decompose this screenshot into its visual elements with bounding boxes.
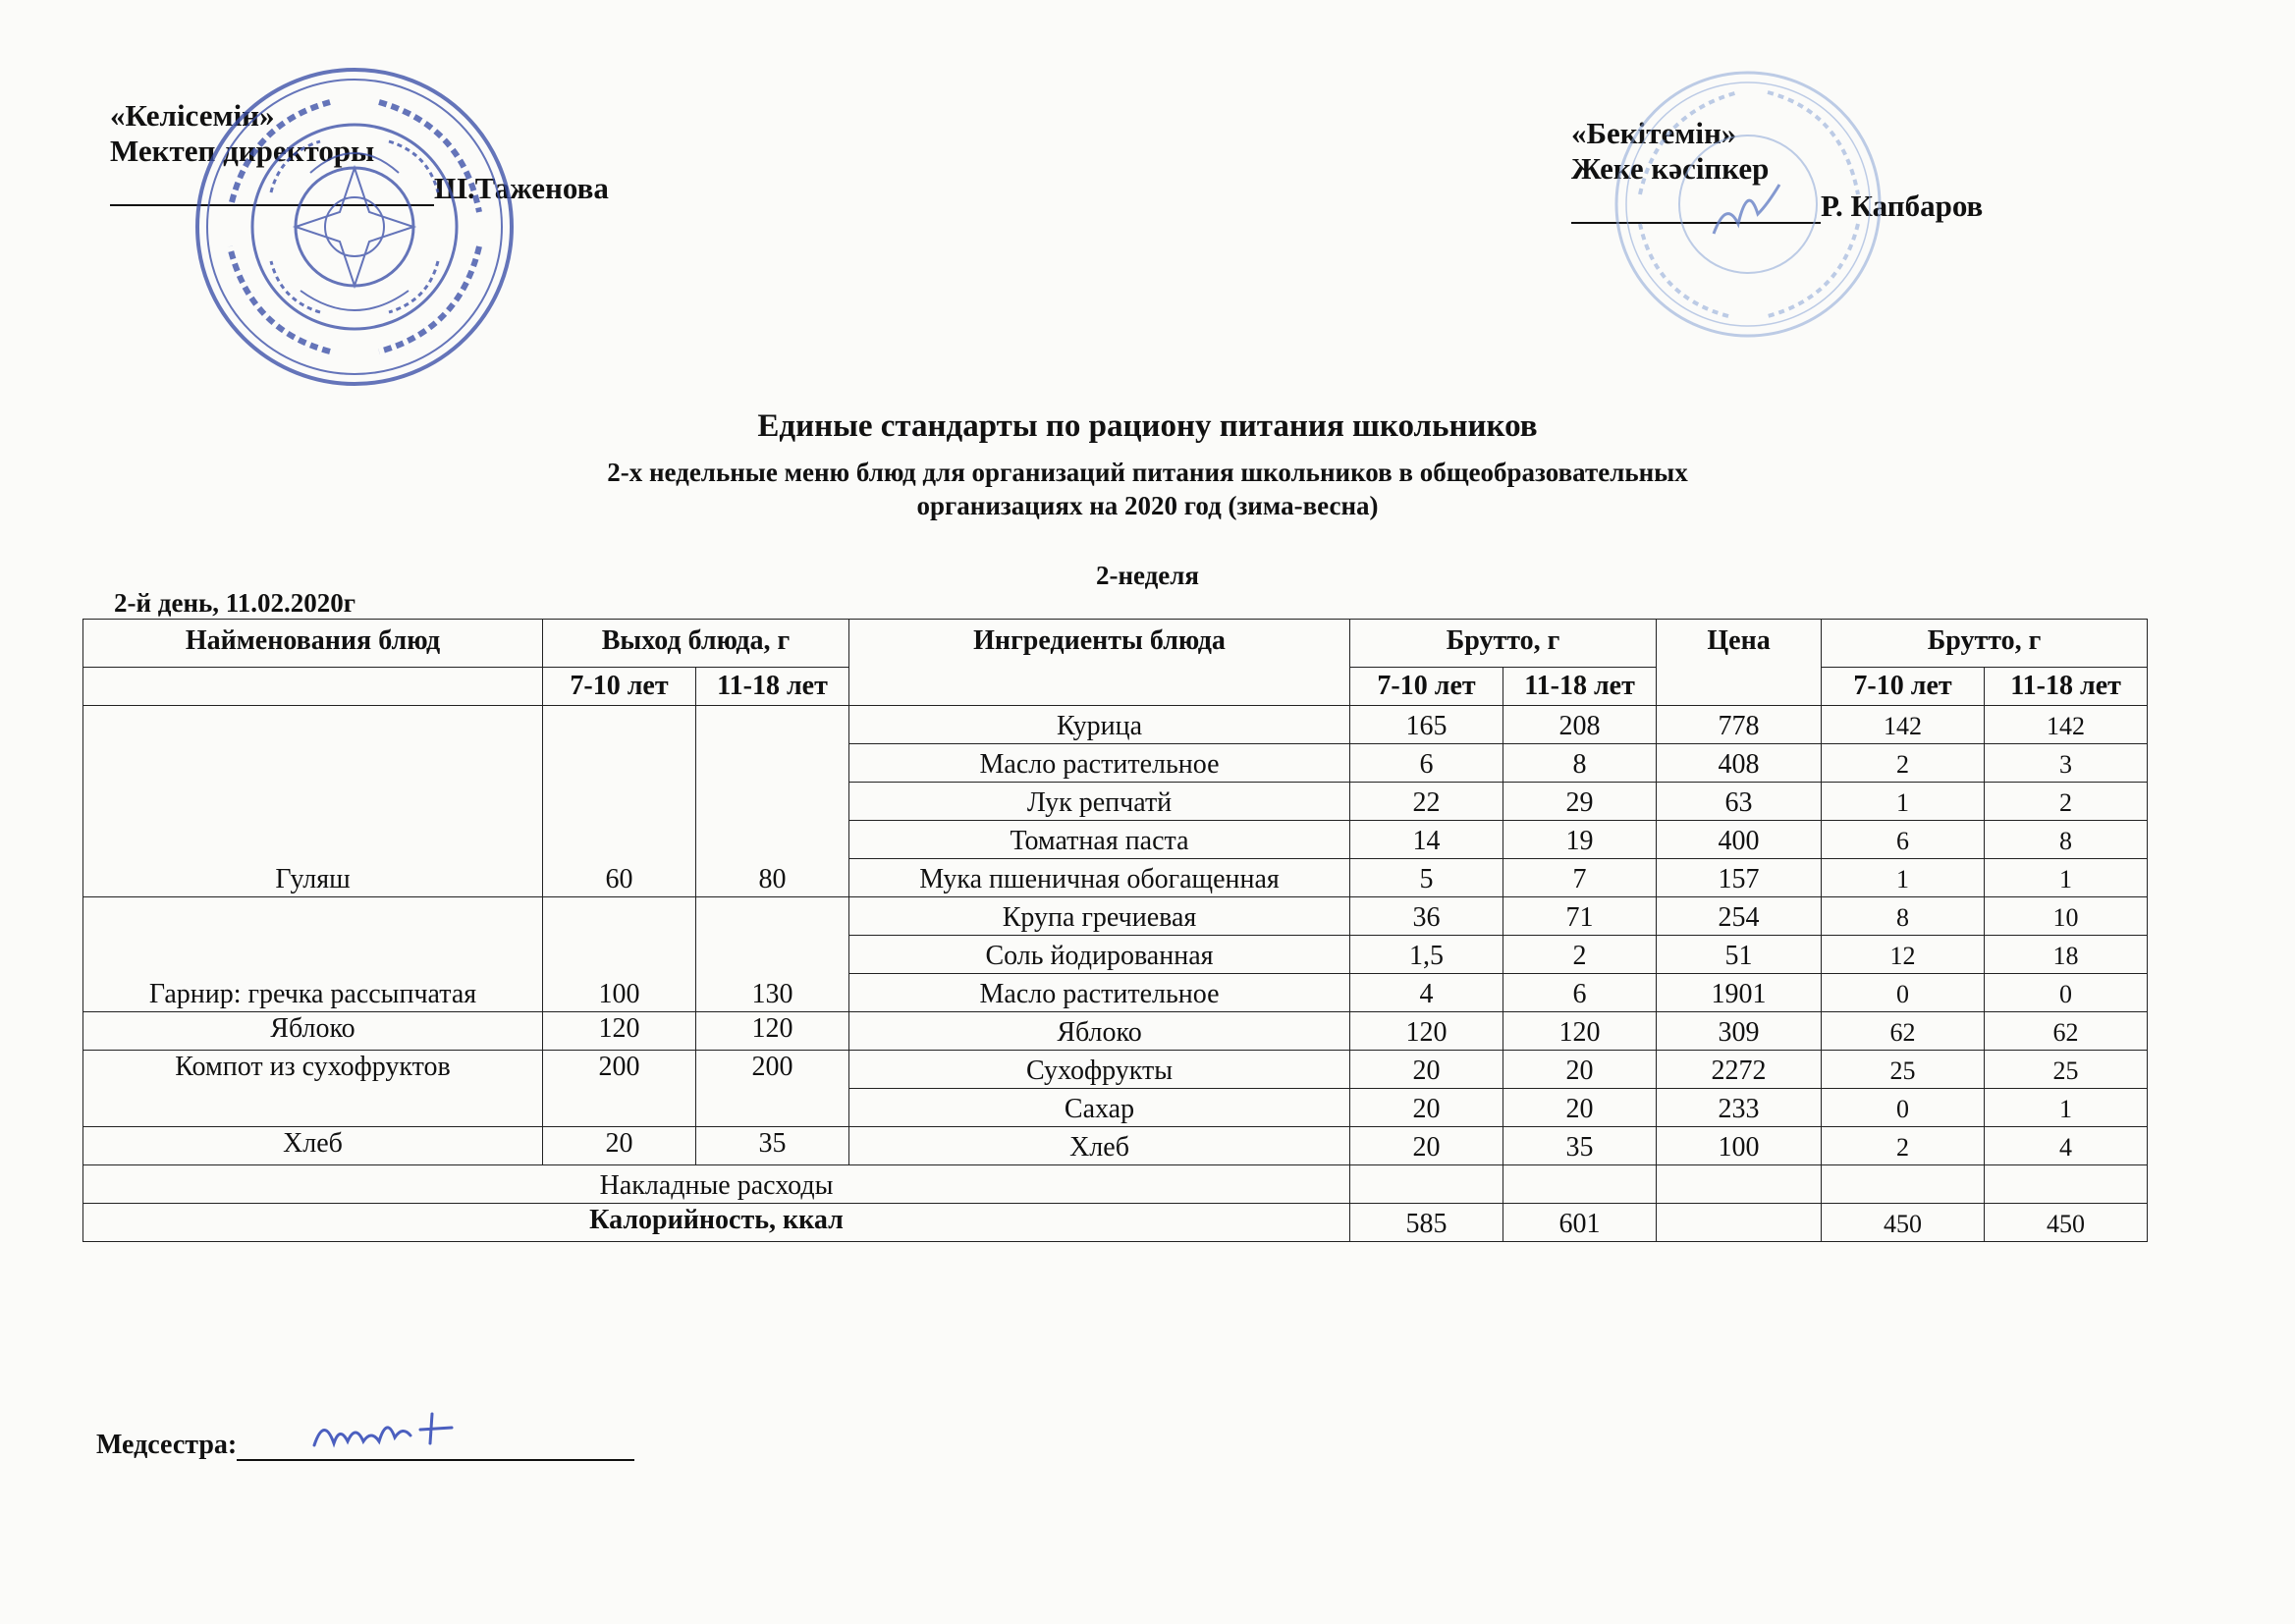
ingredient-name: Мука пшеничная обогащенная <box>849 859 1350 897</box>
brutto1-age2: 19 <box>1503 821 1657 859</box>
price: 2272 <box>1657 1051 1822 1089</box>
brutto1-age2: 2 <box>1503 936 1657 974</box>
document-subtitle-line1: 2-х недельные меню блюд для организаций питания школьников в общеобразовательных <box>607 458 1688 487</box>
dish-output-age2: 200 <box>696 1051 849 1127</box>
header-brutto1-age1: 7-10 лет <box>1350 668 1503 706</box>
document-subtitle-line2: организациях на 2020 год (зима-весна) <box>916 491 1379 520</box>
ingredient-name: Лук репчатй <box>849 783 1350 821</box>
dish-output-age2: 35 <box>696 1127 849 1165</box>
header-brutto-1: Брутто, г <box>1350 620 1657 668</box>
brutto2-age1: 62 <box>1822 1012 1985 1051</box>
header-brutto1-age2: 11-18 лет <box>1503 668 1657 706</box>
brutto2-age1: 8 <box>1822 897 1985 936</box>
school-seal-stamp <box>192 65 517 389</box>
header-brutto2-age1: 7-10 лет <box>1822 668 1985 706</box>
approval-right-line1: «Бекітемін» <box>1571 116 1737 150</box>
dish-output-age1: 200 <box>543 1051 696 1127</box>
brutto1-age1: 1,5 <box>1350 936 1503 974</box>
ingredient-name: Масло растительное <box>849 744 1350 783</box>
brutto1-age1: 14 <box>1350 821 1503 859</box>
ingredient-name: Сухофрукты <box>849 1051 1350 1089</box>
overhead-cell <box>1503 1165 1657 1204</box>
brutto1-age2: 20 <box>1503 1051 1657 1089</box>
brutto2-age2: 1 <box>1985 1089 2148 1127</box>
brutto2-age1: 1 <box>1822 783 1985 821</box>
brutto2-age2: 142 <box>1985 706 2148 744</box>
header-output-age2: 11-18 лет <box>696 668 849 706</box>
dish-output-age1: 100 <box>543 897 696 1012</box>
calorie-brutto1-age1: 585 <box>1350 1204 1503 1242</box>
table-row <box>83 706 2148 744</box>
brutto1-age1: 6 <box>1350 744 1503 783</box>
price: 309 <box>1657 1012 1822 1051</box>
dish-output-age2: 80 <box>696 706 849 897</box>
document-title: Единые стандарты по рациону питания школьников <box>757 408 1538 444</box>
header-brutto2-age2: 11-18 лет <box>1985 668 2148 706</box>
header-dish: Найменования блюд <box>83 620 543 668</box>
day-label: 2-й день, 11.02.2020г <box>114 588 356 618</box>
week-label: 2-неделя <box>1095 561 1200 590</box>
brutto2-age2: 4 <box>1985 1127 2148 1165</box>
brutto1-age1: 4 <box>1350 974 1503 1012</box>
brutto1-age1: 20 <box>1350 1089 1503 1127</box>
brutto2-age2: 10 <box>1985 897 2148 936</box>
brutto1-age1: 165 <box>1350 706 1503 744</box>
price: 408 <box>1657 744 1822 783</box>
brutto2-age1: 0 <box>1822 974 1985 1012</box>
approval-left-line2: Мектеп директоры <box>110 134 375 168</box>
price: 778 <box>1657 706 1822 744</box>
nurse-label: Медсестра: <box>96 1430 238 1460</box>
overhead-row-label: Накладные расходы <box>83 1165 1350 1204</box>
overhead-cell <box>1985 1165 2148 1204</box>
dish-output-age2: 130 <box>696 897 849 1012</box>
brutto1-age1: 20 <box>1350 1127 1503 1165</box>
calorie-brutto1-age2: 601 <box>1503 1204 1657 1242</box>
brutto2-age1: 1 <box>1822 859 1985 897</box>
brutto1-age2: 20 <box>1503 1089 1657 1127</box>
table-row <box>83 1127 2148 1165</box>
dish-name: Яблоко <box>83 1012 543 1051</box>
brutto2-age2: 18 <box>1985 936 2148 974</box>
brutto2-age1: 12 <box>1822 936 1985 974</box>
brutto1-age1: 120 <box>1350 1012 1503 1051</box>
price: 157 <box>1657 859 1822 897</box>
brutto1-age2: 120 <box>1503 1012 1657 1051</box>
menu-table <box>82 619 2148 1242</box>
price: 63 <box>1657 783 1822 821</box>
entrepreneur-seal-stamp <box>1611 67 1885 342</box>
price: 400 <box>1657 821 1822 859</box>
price: 233 <box>1657 1089 1822 1127</box>
brutto2-age1: 2 <box>1822 1127 1985 1165</box>
ingredient-name: Масло растительное <box>849 974 1350 1012</box>
header-output-age1: 7-10 лет <box>543 668 696 706</box>
brutto1-age1: 36 <box>1350 897 1503 936</box>
brutto2-age2: 2 <box>1985 783 2148 821</box>
brutto1-age2: 29 <box>1503 783 1657 821</box>
brutto2-age2: 0 <box>1985 974 2148 1012</box>
brutto1-age1: 5 <box>1350 859 1503 897</box>
dish-name: Гарнир: гречка рассыпчатая <box>83 897 543 1012</box>
approval-left-name: Ш.Таженова <box>434 171 609 205</box>
header-dish-blank <box>83 668 543 706</box>
calorie-row-label: Калорийность, ккал <box>83 1204 1350 1242</box>
brutto1-age2: 35 <box>1503 1127 1657 1165</box>
brutto2-age1: 142 <box>1822 706 1985 744</box>
price: 1901 <box>1657 974 1822 1012</box>
table-row <box>83 897 2148 936</box>
brutto1-age2: 71 <box>1503 897 1657 936</box>
dish-name: Гуляш <box>83 706 543 897</box>
brutto1-age2: 7 <box>1503 859 1657 897</box>
brutto2-age2: 3 <box>1985 744 2148 783</box>
brutto2-age2: 1 <box>1985 859 2148 897</box>
overhead-cell <box>1350 1165 1503 1204</box>
brutto2-age2: 62 <box>1985 1012 2148 1051</box>
dish-name: Хлеб <box>83 1127 543 1165</box>
dish-name: Компот из сухофруктов <box>83 1051 543 1127</box>
approval-right-line2: Жеке кәсіпкер <box>1571 151 1770 186</box>
ingredient-name: Крупа гречиевая <box>849 897 1350 936</box>
brutto2-age2: 25 <box>1985 1051 2148 1089</box>
ingredient-name: Соль йодированная <box>849 936 1350 974</box>
brutto2-age1: 0 <box>1822 1089 1985 1127</box>
price: 51 <box>1657 936 1822 974</box>
brutto1-age2: 8 <box>1503 744 1657 783</box>
dish-output-age1: 60 <box>543 706 696 897</box>
ingredient-name: Хлеб <box>849 1127 1350 1165</box>
approval-left-line1: «Келісемін» <box>110 98 275 133</box>
brutto2-age2: 8 <box>1985 821 2148 859</box>
header-output: Выход блюда, г <box>543 620 849 668</box>
calorie-brutto2-age1: 450 <box>1822 1204 1985 1242</box>
ingredient-name: Сахар <box>849 1089 1350 1127</box>
calorie-brutto2-age2: 450 <box>1985 1204 2148 1242</box>
table-row <box>83 1051 2148 1089</box>
approval-right-name: Р. Капбаров <box>1821 189 1984 223</box>
brutto1-age2: 208 <box>1503 706 1657 744</box>
dish-output-age2: 120 <box>696 1012 849 1051</box>
menu-table-body <box>83 706 2148 1165</box>
header-ingredients: Ингредиенты блюда <box>849 620 1350 706</box>
brutto2-age1: 25 <box>1822 1051 1985 1089</box>
brutto1-age1: 22 <box>1350 783 1503 821</box>
price: 254 <box>1657 897 1822 936</box>
overhead-cell <box>1657 1165 1822 1204</box>
nurse-handwritten-signature <box>304 1396 501 1465</box>
ingredient-name: Томатная паста <box>849 821 1350 859</box>
ingredient-name: Яблоко <box>849 1012 1350 1051</box>
calorie-price <box>1657 1204 1822 1242</box>
header-price: Цена <box>1657 620 1822 706</box>
table-row <box>83 1012 2148 1051</box>
overhead-cell <box>1822 1165 1985 1204</box>
brutto1-age1: 20 <box>1350 1051 1503 1089</box>
brutto1-age2: 6 <box>1503 974 1657 1012</box>
header-brutto-2: Брутто, г <box>1822 620 2148 668</box>
price: 100 <box>1657 1127 1822 1165</box>
brutto2-age1: 2 <box>1822 744 1985 783</box>
dish-output-age1: 20 <box>543 1127 696 1165</box>
dish-output-age1: 120 <box>543 1012 696 1051</box>
ingredient-name: Курица <box>849 706 1350 744</box>
brutto2-age1: 6 <box>1822 821 1985 859</box>
